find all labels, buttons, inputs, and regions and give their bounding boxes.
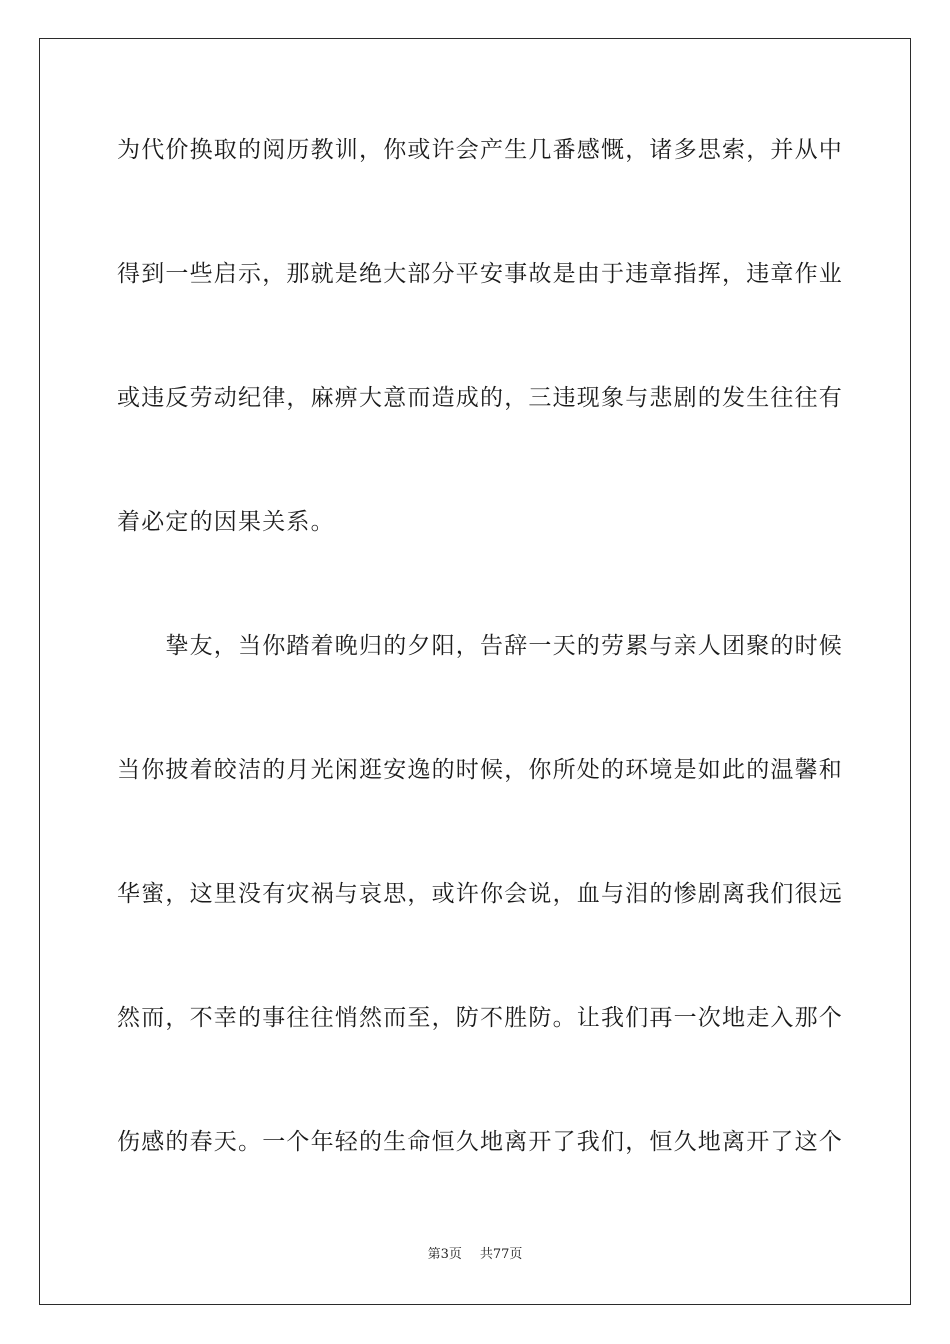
page-number: 第3页 [427, 1247, 462, 1262]
text-line-6: 当你披着皎洁的月光闲逛安逸的时候，你所处的环境是如此的温馨和 [117, 757, 843, 783]
page-footer [0, 1246, 950, 1264]
text-line-2: 得到一些启示，那就是绝大部分平安事故是由于违章指挥，违章作业 [117, 261, 843, 287]
page-border [39, 38, 911, 1305]
text-line-5: 挚友，当你踏着晚归的夕阳，告辞一天的劳累与亲人团聚的时候 [117, 633, 843, 659]
text-line-3: 或违反劳动纪律，麻痹大意而造成的，三违现象与悲剧的发生往往有 [117, 385, 843, 411]
text-line-8: 然而，不幸的事往往悄然而至，防不胜防。让我们再一次地走入那个 [117, 1005, 843, 1031]
text-line-7: 华蜜，这里没有灾祸与哀思，或许你会说，血与泪的惨剧离我们很远 [117, 881, 843, 907]
total-pages: 共77页 [479, 1247, 523, 1262]
text-line-9: 伤感的春天。一个年轻的生命恒久地离开了我们，恒久地离开了这个 [117, 1129, 843, 1155]
text-line-1: 为代价换取的阅历教训，你或许会产生几番感慨，诸多思索，并从中 [117, 137, 843, 163]
text-line-4: 着必定的因果关系。 [117, 509, 335, 535]
